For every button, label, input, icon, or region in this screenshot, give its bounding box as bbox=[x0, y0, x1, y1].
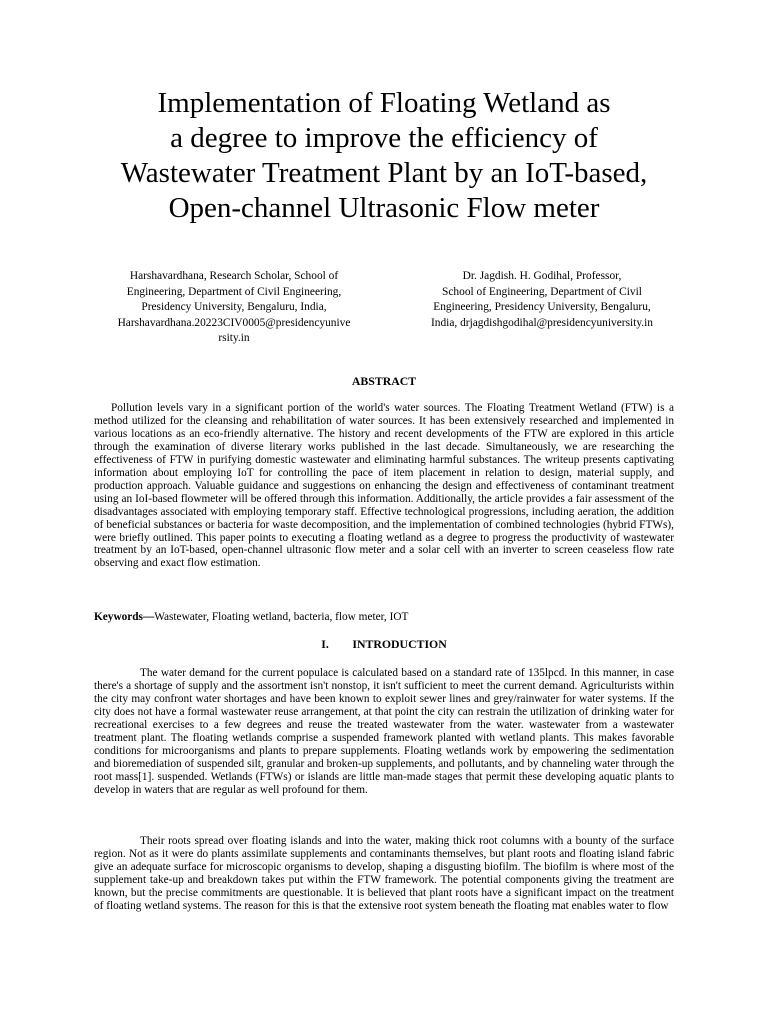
introduction-paragraph: Their roots spread over floating islands and into the water, making thick root columns with a bounty of the surface region. Not as it were do plants assimilate supplements and contaminants themselves, but plant roots and floating island fabric give an adequate surface for microscopic organisms to develop, shaping a disgusting biofilm. The biofilm is where most of the supplement take-up and breakdown takes put within the FTW framework. The potential components giving the treatment are known, but the precise commitments are questionable. It is believed that plant roots have a significant impact on the treatment of floating wetland systems. The reason for this is that the extensive root system beneath the floating mat enables water to flow bbox=[94, 835, 674, 912]
abstract-text: Pollution levels vary in a significant portion of the world's water sources. The Floating Treatment Wetland (FTW) is a method utilized for the cleansing and rehabilitation of water sources. It has been extensively researched and implemented in various locations as an eco-friendly alternative. The history and recent developments of the FTW are explored in this article through the examination of diverse literary works published in the last decade. Simultaneously, we are researching the effectiveness of FTW in purifying domestic wastewater and eliminating harmful substances. The writeup presents captivating information about employing IoT for controlling the pace of item placement in relation to design, material supply, and production approach. Valuable guidance and suggestions on enhancing the design and effectiveness of contaminant treatment using an IoI-based flowmeter will be offered through this information. Additionally, the article provides a fair assessment of the disadvantages associated with employing temporary staff. Effective technological progressions, including aeration, the addition of beneficial substances or bacteria for waste decomposition, and the implementation of combined technologies (hybrid FTWs), were briefly outlined. This paper points to executing a floating wetland as a degree to progress the productivity of wastewater treatment by an IoT-based, open-channel ultrasonic flow meter and a solar cell with an inverter to screen ceaseless flow rate observing and exact flow estimation. bbox=[94, 402, 674, 570]
author-block-second bbox=[392, 269, 692, 331]
abstract-heading: ABSTRACT bbox=[351, 374, 417, 388]
title-line: Implementation of Floating Wetland as bbox=[157, 87, 611, 119]
author-line: School of Engineering, Department of Civil bbox=[442, 285, 642, 298]
paper-title bbox=[60, 86, 708, 226]
author-line: Presidency University, Bengaluru, India, bbox=[141, 301, 327, 313]
section-heading-introduction: I. INTRODUCTION bbox=[321, 637, 447, 651]
author-block-first bbox=[84, 269, 384, 347]
title-line: a degree to improve the efficiency of bbox=[170, 122, 598, 154]
keywords-label: Keywords— bbox=[94, 611, 155, 623]
author-line: Harshavardhana, Research Scholar, School of bbox=[129, 270, 339, 282]
keywords-text: Wastewater, Floating wetland, bacteria, flow meter, IOT bbox=[154, 611, 409, 623]
author-line: Dr. Jagdish. H. Godihal, Professor, bbox=[462, 270, 622, 282]
author-email-line: rsity.in bbox=[218, 332, 250, 344]
author-line: Engineering, Department of Civil Engineering, bbox=[126, 285, 342, 298]
introduction-paragraph: The water demand for the current populace is calculated based on a standard rate of 135lpcd. In this manner, in case there's a shortage of supply and the assortment isn't nonstop, it isn't sufficient to meet the current demand. Agriculturists within the city may confront water shortages and have been known to exploit sewer lines and grey/rainwater for water systems. If the city does not have a formal wastewater reuse arrangement, at that point the city can restrain the utilization of drinking water for recreational exercises to a few degrees and reuse the treated wastewater from the water. wastewater from a wastewater treatment plant. The floating wetlands comprise a suspended framework planted with wetland plants. This makes favorable conditions for microorganisms and plants to prepare supplements. Floating wetlands work by empowering the sedimentation and bioremediation of suspended silt, granular and broken-up supplements, and pollutants, and by channeling water through the root mass[1]. suspended. Wetlands (FTWs) or islands are little man-made stages that permit these developing aquatic plants to develop in waters that are regular as well profound for them. bbox=[94, 667, 674, 796]
author-email-line: Harshavardhana.20223CIV0005@presidencyunive bbox=[117, 316, 351, 329]
keywords-line bbox=[94, 611, 674, 624]
title-line: Open-channel Ultrasonic Flow meter bbox=[168, 192, 600, 224]
author-line: Engineering, Presidency University, Bengaluru, bbox=[433, 301, 651, 313]
title-line: Wastewater Treatment Plant by an IoT-based, bbox=[120, 157, 648, 189]
author-email-line: India, drjagdishgodihal@presidencyuniversity.in bbox=[430, 316, 653, 329]
